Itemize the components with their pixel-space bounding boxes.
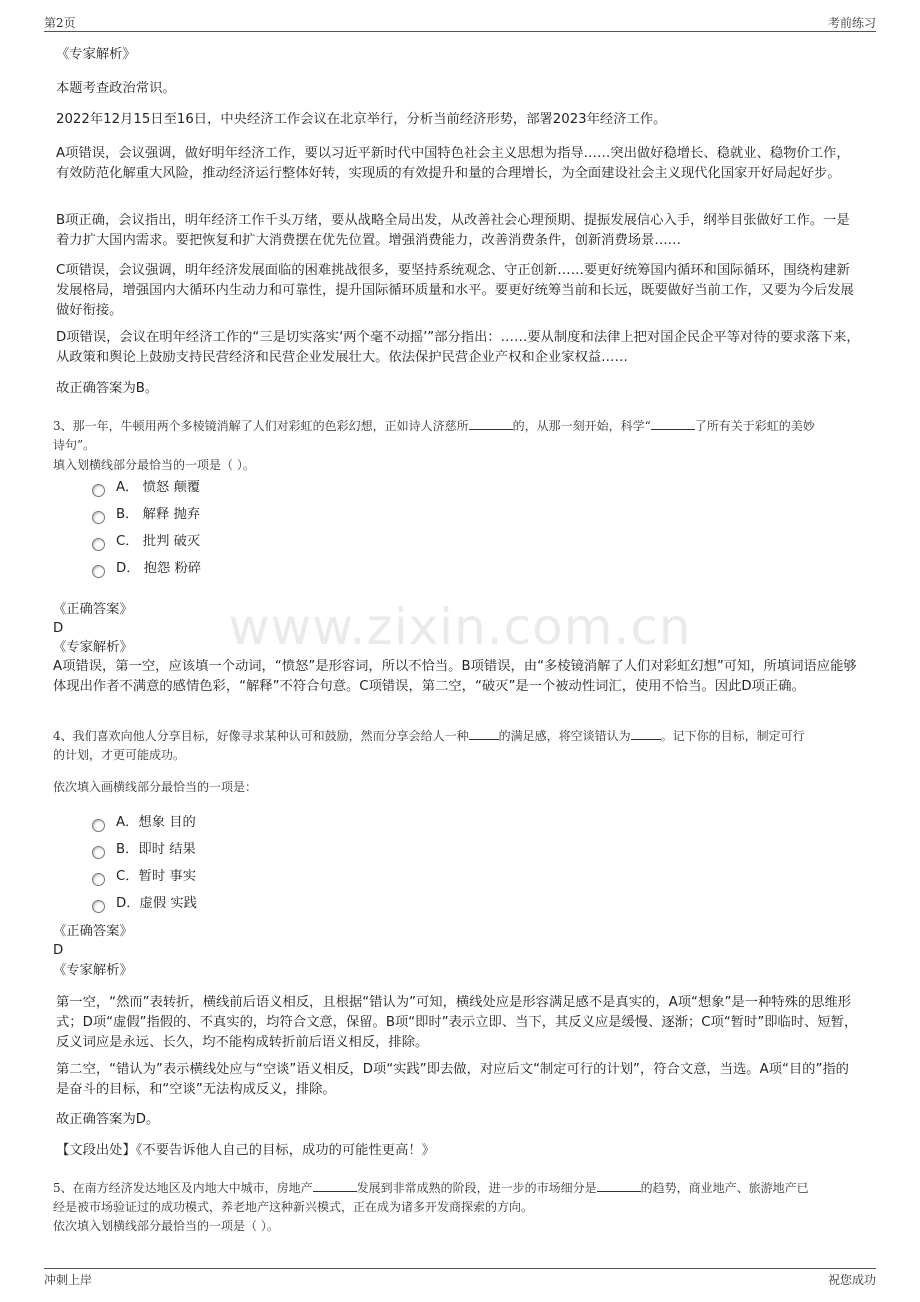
q3-option-d[interactable] xyxy=(92,559,201,579)
q3-option-c[interactable] xyxy=(92,532,200,552)
fill-blank xyxy=(313,1179,357,1192)
radio-icon[interactable] xyxy=(92,873,105,886)
correct-answer: D xyxy=(53,621,64,636)
stem-text: 的计划，才更可能成功。 xyxy=(53,748,186,762)
footer-right: 祝您成功 xyxy=(827,1273,876,1287)
radio-icon[interactable] xyxy=(92,511,105,524)
footer-left: 冲刺上岸 xyxy=(44,1273,93,1287)
answer-heading: 《正确答案》 xyxy=(53,924,133,939)
fill-blank xyxy=(469,417,513,430)
fill-blank xyxy=(651,417,695,430)
question-4-prompt: 依次填入画横线部分最恰当的一项是： xyxy=(53,780,258,794)
q4-option-c[interactable] xyxy=(92,867,196,887)
option-label: B． 解释 抛弃 xyxy=(116,507,201,522)
radio-icon[interactable] xyxy=(92,484,105,497)
q3-option-a[interactable] xyxy=(92,478,200,498)
q4-option-a[interactable] xyxy=(92,813,196,833)
q3-option-b[interactable] xyxy=(92,505,200,525)
q3-analysis: A项错误，第一空，应该填一个动词，“愤怒”是形容词，所以不恰当。B项错误，由“多棱镜消解了人们对彩虹幻想”可知，所填词语应能够体现出作者不满意的感情色彩，“解释”不符合句意。C项错误，第二空，“破灭”是一个被动性词汇，使用不恰当。因此D项正确。 xyxy=(53,659,857,694)
question-5-prompt: 依次填入划横线部分最恰当的一项是（ ）。 xyxy=(53,1219,279,1233)
stem-text: 发展到非常成熟的阶段，进一步的市场细分是 xyxy=(356,1181,597,1195)
question-3-prompt: 填入划横线部分最恰当的一项是（ ）。 xyxy=(53,458,255,472)
page-header xyxy=(44,14,876,31)
stem-text: 3、那一年，牛顿用两个多棱镜消解了人们对彩虹的色彩幻想，正如诗人济慈所 xyxy=(53,419,469,433)
option-label: D． 抱怨 粉碎 xyxy=(116,561,202,576)
fill-blank xyxy=(469,727,499,740)
option-label: C． 批判 破灭 xyxy=(116,534,201,549)
q4-source: 【文段出处】《不要告诉他人自己的目标，成功的可能性更高！》 xyxy=(56,1143,435,1158)
radio-icon[interactable] xyxy=(92,538,105,551)
header-rule xyxy=(44,31,876,32)
answer-heading: 《正确答案》 xyxy=(53,602,133,617)
analysis-option-a: A项错误，会议强调，做好明年经济工作，要以习近平新时代中国特色社会主义思想为指导……突出做好稳增长、稳就业、稳物价工作，有效防范化解重大风险，推动经济运行整体好转，实现质的有效提升和量的合理增长，为全面建设社会主义现代化国家开好局起好步。 xyxy=(56,146,850,181)
radio-icon[interactable] xyxy=(92,900,105,913)
footer-rule xyxy=(44,1268,876,1269)
question-4-stem xyxy=(53,727,865,765)
fill-blank xyxy=(631,727,661,740)
q4-analysis-paragraph-1: 第一空，“然而”表转折，横线前后语义相反，且根据“错认为”可知，横线处应是形容满足感不是真实的，A项“想象”是一种特殊的思维形式；D项“虚假”指假的、不真实的，均符合文意，保留。B项“即时”表示立即、当下，其反义应是缓慢、逐渐；C项“暂时”即临时、短暂，反义词应是永远、长久，均不能构成转折前后语义相反，排除。 xyxy=(56,995,858,1050)
q4-option-b[interactable] xyxy=(92,840,196,860)
stem-text: 。记下你的目标，制定可行 xyxy=(660,729,805,743)
radio-icon[interactable] xyxy=(92,846,105,859)
analysis-option-c: C项错误，会议强调，明年经济发展面临的困难挑战很多，要坚持系统观念、守正创新……要更好统筹国内循环和国际循环，围绕构建新发展格局，增强国内大循环内生动力和可靠性，提升国际循环质量和水平。要更好统筹当前和长远，既要做好当前工作，又要为今后发展做好衔接。 xyxy=(56,263,854,318)
fill-blank xyxy=(597,1179,641,1192)
stem-text: 4、我们喜欢向他人分享目标，好像寻求某种认可和鼓励，然而分享会给人一种 xyxy=(53,729,469,743)
q4-analysis-paragraph-2: 第二空，“错认为”表示横线处应与“空谈”语义相反，D项“实践”即去做，对应后文“制定可行的计划”，符合文意，当选。A项“目的”指的是奋斗的目标，和“空谈”无法构成反义，排除。 xyxy=(56,1062,849,1097)
stem-text: 的满足感，将空谈错认为 xyxy=(498,729,631,743)
analysis-option-b: B项正确，会议指出，明年经济工作千头万绪，要从战略全局出发，从改善社会心理预期、提振发展信心入手，纲举目张做好工作。一是着力扩大国内需求。要把恢复和扩大消费摆在优先位置。增强消费能力，改善消费条件，创新消费场景…… xyxy=(56,213,850,248)
option-label: A．想象 目的 xyxy=(116,815,196,830)
option-label: D．虚假 实践 xyxy=(116,896,197,911)
stem-text: 了所有关于彩虹的美妙 xyxy=(694,419,815,433)
analysis-option-d: D项错误，会议在明年经济工作的“三是切实落实‘两个毫不动摇’”部分指出：……要从制度和法律上把对国企民企平等对待的要求落下来，从政策和舆论上鼓励支持民营经济和民营企业发展壮大。依法保护民营企业产权和企业家权益…… xyxy=(56,330,860,365)
question-3-stem xyxy=(53,417,865,455)
analysis-heading: 《专家解析》 xyxy=(56,47,136,62)
stem-text: 诗句”。 xyxy=(53,438,96,452)
q4-conclusion: 故正确答案为D。 xyxy=(56,1112,160,1127)
analysis-answer: 故正确答案为B。 xyxy=(56,381,159,396)
page-number: 第2页 xyxy=(44,16,76,30)
question-5-stem xyxy=(53,1179,865,1217)
option-label: C．暂时 事实 xyxy=(116,869,196,884)
q4-option-d[interactable] xyxy=(92,894,197,914)
stem-text: 的，从那一刻开始，科学“ xyxy=(512,419,651,433)
stem-text: 经是被市场验证过的成功模式，养老地产这种新兴模式，正在成为诸多开发商探索的方向。 xyxy=(53,1200,534,1214)
radio-icon[interactable] xyxy=(92,819,105,832)
analysis-intro: 本题考查政治常识。 xyxy=(56,81,176,96)
analysis-paragraph: 2022年12月15日至16日，中央经济工作会议在北京举行，分析当前经济形势，部署2023年经济工作。 xyxy=(56,112,667,127)
option-label: A． 愤怒 颠覆 xyxy=(116,480,201,495)
watermark: www.zixin.com.cn xyxy=(228,598,692,656)
correct-answer: D xyxy=(53,943,64,958)
stem-text: 5、在南方经济发达地区及内地大中城市，房地产 xyxy=(53,1181,313,1195)
page-footer xyxy=(44,1271,876,1288)
analysis-heading: 《专家解析》 xyxy=(53,963,133,978)
radio-icon[interactable] xyxy=(92,565,105,578)
analysis-heading: 《专家解析》 xyxy=(53,640,133,655)
stem-text: 的趋势，商业地产、旅游地产已 xyxy=(640,1181,809,1195)
option-label: B．即时 结果 xyxy=(116,842,196,857)
header-title: 考前练习 xyxy=(827,16,876,30)
